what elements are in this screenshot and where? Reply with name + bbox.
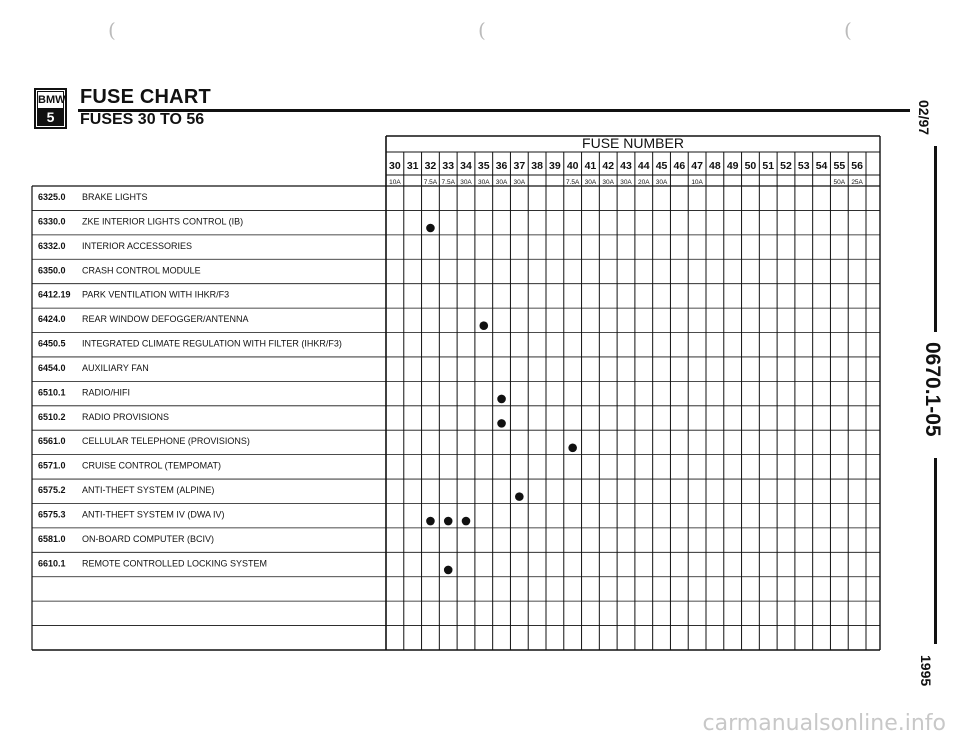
fuse-dot [426,517,435,526]
fuse-amperage: 10A [389,179,401,186]
fuse-number: 36 [495,160,508,172]
circuit-code: 6450.5 [38,338,66,349]
fuse-number: 48 [709,160,721,172]
circuit-description: CELLULAR TELEPHONE (PROVISIONS) [82,436,250,447]
circuit-description: INTERIOR ACCESSORIES [82,240,193,251]
fuse-amperage: 50A [833,179,846,186]
circuit-description: RADIO PROVISIONS [82,411,170,422]
fuse-number-header: FUSE NUMBER [582,135,684,151]
fuse-number: 45 [655,160,668,172]
circuit-description: REAR WINDOW DEFOGGER/ANTENNA [82,314,249,325]
fuse-number: 47 [691,160,703,172]
fuse-number: 43 [620,160,632,172]
fuse-number: 50 [744,160,757,172]
fuse-number: 56 [851,160,863,172]
fuse-amperage: 30A [655,179,668,186]
circuit-description: ANTI-THEFT SYSTEM IV (DWA IV) [82,509,225,520]
fuse-number: 42 [602,160,615,172]
scan-mark: ( [478,18,486,42]
fuse-dot [444,517,453,526]
fuse-number: 41 [584,160,597,172]
circuit-code: 6510.1 [38,387,66,398]
fuse-dot [497,395,506,404]
circuit-code: 6561.0 [38,436,66,447]
fuse-amperage: 30A [495,179,508,186]
circuit-code: 6424.0 [38,314,66,325]
logo-series: 5 [37,109,64,126]
circuit-description: BRAKE LIGHTS [82,192,148,202]
page-subtitle: FUSES 30 TO 56 [80,111,205,128]
fuse-amperage: 30A [477,179,490,186]
fuse-number: 35 [477,160,490,172]
fuse-number: 44 [637,160,650,172]
circuit-description: INTEGRATED CLIMATE REGULATION WITH FILTER (IHKR/F3) [82,338,342,349]
fuse-amperage: 7.5A [441,179,455,186]
circuit-description: AUXILIARY FAN [82,362,149,373]
fuse-amperage: 30A [584,179,597,186]
circuit-description: ON-BOARD COMPUTER (BCIV) [82,533,215,544]
watermark: carmanualsonline.info [702,711,946,736]
fuse-dot [479,321,488,330]
fuse-amperage: 30A [602,179,615,186]
fuse-amperage: 30A [460,179,472,186]
circuit-code: 6332.0 [38,240,66,251]
fuse-number: 53 [797,160,810,172]
fuse-number: 31 [406,160,419,172]
circuit-description: PARK VENTILATION WITH IHKR/F3 [82,289,230,300]
circuit-description: RADIO/HIFI [82,387,131,398]
fuse-amperage: 20A [637,179,650,186]
fuse-number: 30 [389,160,401,172]
circuit-code: 6575.3 [38,509,66,520]
circuit-code: 6610.1 [38,558,66,569]
fuse-number: 34 [460,160,472,172]
fuse-number: 39 [549,160,561,172]
fuse-number: 54 [815,160,828,172]
circuit-description: CRUISE CONTROL (TEMPOMAT) [82,460,221,471]
fuse-amperage: 7.5A [423,179,438,186]
fuse-amperage: 10A [691,179,703,186]
fuse-dot [462,517,471,526]
fuse-number: 33 [442,160,455,172]
fuse-dot [426,224,435,233]
page-title: FUSE CHART [80,86,211,108]
circuit-code: 6571.0 [38,460,66,471]
scan-mark: ( [108,18,116,42]
fuse-amperage: 25A [851,179,863,186]
fuse-number: 55 [833,160,846,172]
fuse-amperage: 30A [620,179,632,186]
scan-mark: ( [844,18,852,42]
fuse-dot [497,419,506,428]
circuit-code: 6350.0 [38,265,66,276]
circuit-code: 6325.0 [38,192,66,202]
circuit-code: 6330.0 [38,216,66,227]
fuse-number: 46 [673,160,686,172]
fuse-dot [568,443,577,452]
fuse-number: 51 [762,160,775,172]
fuse-number: 52 [780,160,792,172]
model-year: 1995 [918,655,934,687]
circuit-code: 6581.0 [38,533,66,544]
fuse-number: 32 [424,160,437,172]
circuit-description: CRASH CONTROL MODULE [82,265,201,276]
circuit-description: ANTI-THEFT SYSTEM (ALPINE) [82,485,215,496]
fuse-number: 49 [726,160,739,172]
circuit-code: 6412.19 [38,289,71,300]
document-number: 0670.1-05 [921,342,944,437]
circuit-description: REMOTE CONTROLLED LOCKING SYSTEM [82,558,268,569]
circuit-code: 6510.2 [38,411,66,422]
fuse-amperage: 7.5A [565,179,580,186]
fuse-amperage: 30A [513,179,526,186]
fuse-number: 40 [566,160,579,172]
fuse-number: 38 [531,160,543,172]
fuse-dot [444,566,453,575]
circuit-code: 6575.2 [38,485,66,496]
circuit-description: ZKE INTERIOR LIGHTS CONTROL (IB) [82,216,244,227]
logo-brand: BMW [37,91,64,109]
circuit-code: 6454.0 [38,362,66,373]
issue-date: 02/97 [916,100,932,136]
fuse-number: 37 [513,160,526,172]
fuse-dot [515,492,524,501]
